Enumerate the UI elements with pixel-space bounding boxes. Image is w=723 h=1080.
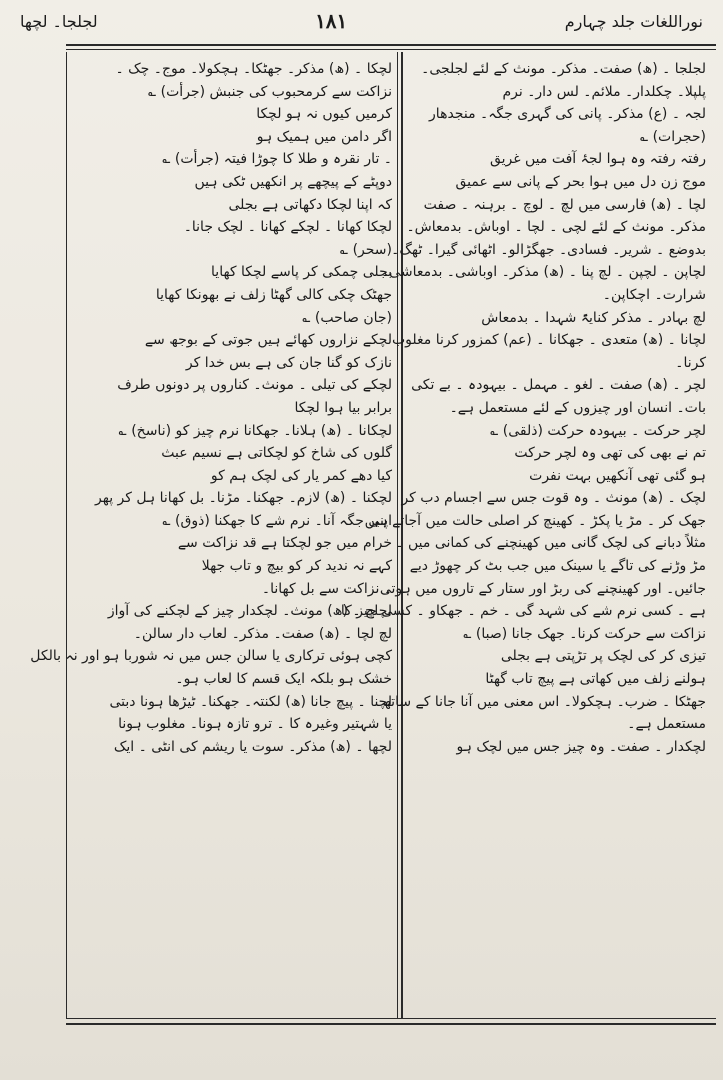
text-line: جھٹک چکی کالی گھٹا زلف نے بھونکا کھایا bbox=[155, 286, 392, 303]
text-line: لچکدار ۔ صفت۔ وہ چیز جس میں لچک ہو bbox=[456, 738, 706, 755]
text-line: بدوضع ۔ شریر۔ فسادی۔ جھگڑالو۔ اٹھائی گیرا۔ ٹھگ۔ bbox=[391, 241, 706, 258]
text-line: لچک ۔ (ھ) مونث ۔ وہ قوت جس سے اجسام دب کر bbox=[401, 490, 706, 507]
text-line: لچکا کھانا ۔ لچکے کھانا ۔ لچک جانا۔ bbox=[183, 219, 392, 236]
text-line: نزاکت سے کرمحبوب کی جنبش (جرأت) ؎ bbox=[148, 83, 392, 100]
text-line: لچنا ۔ پیچ جانا (ھ) لکنتہ۔ جھکنا۔ ٹیڑھا ہونا دبتی bbox=[109, 693, 392, 710]
text-line: نزاکت سے حرکت کرنا۔ جھک جانا (صبا) ؎ bbox=[463, 625, 706, 642]
text-line: لچکانا ۔ (ھ) ہلانا۔ جھکانا نرم چیز کو (ناسخ) ؎ bbox=[118, 422, 392, 439]
text-line: دوپٹے کے پیچھے پر انکھیں ٹکی ہیں bbox=[194, 173, 392, 190]
text-line: جھک کر ۔ مڑ یا پکڑ ۔ کھینچ کر اصلی حالت میں آجاتے ہیں bbox=[364, 512, 706, 529]
text-line: ہولنے زلف میں کھاتی ہے پیچ تاب گھٹا bbox=[485, 671, 706, 688]
text-line: لچر حرکت ۔ بیہودہ حرکت (ذلقی) ؎ bbox=[490, 422, 706, 439]
text-line: پلپلا۔ چکلدار۔ ملائم۔ لس دار۔ نرم bbox=[502, 83, 706, 100]
text-line: مثلاً دبانے کی لچک گانی میں کھینچنے کی کمانی میں ۔ bbox=[395, 535, 706, 552]
header-right-title: نوراللغات جلد چہارم bbox=[564, 11, 703, 31]
text-line: مذکر۔ مونث کے لئے لچی ۔ لچا ۔ اوباش۔ بدمعاش۔ bbox=[406, 219, 706, 236]
text-line: شرارت۔ اچکاپن۔ bbox=[602, 286, 706, 303]
text-line: موج زن دل میں ہوا بحر کے پانی سے عمیق bbox=[455, 173, 706, 190]
text-line: (سحر) ؎ bbox=[339, 241, 392, 258]
text-line: (جان صاحب) ؎ bbox=[302, 309, 392, 326]
text-line: لچ لچا ۔ (ھ) صفت۔ مذکر۔ لعاب دار سالن۔ bbox=[133, 625, 392, 642]
text-line: لچ بہادر ۔ مذکر کنایۃً شہدا ۔ بدمعاش bbox=[481, 309, 706, 326]
text-line: ۔ تار نقرہ و طلا کا چوڑا فیتہ (جرأت) ؎ bbox=[162, 151, 392, 168]
text-line: لچکے نزاروں کھائے ہیں جوتی کے بوجھ سے bbox=[144, 332, 392, 349]
text-line: لجلجا ۔ (ھ) صفت۔ مذکر۔ مونث کے لئے لجلجی۔ bbox=[421, 61, 706, 77]
text-line: بات۔ انسان اور چیزوں کے لئے مستعمل ہے۔ bbox=[449, 399, 706, 416]
text-line: (حجرات) ؎ bbox=[639, 128, 706, 145]
text-line: لچانا ۔ (ھ) متعدی ۔ جھکانا ۔ (عم) کمزور کرنا مغلوب bbox=[391, 332, 706, 349]
page-number: ۱۸۱ bbox=[315, 9, 348, 33]
text-line: خرام میں جو لچکتا ہے قد نزاکت سے bbox=[177, 535, 392, 552]
text-line: کیا دھے کمر یار کی لچک ہم کو bbox=[210, 467, 392, 484]
text-line: کرنا۔ bbox=[675, 354, 706, 371]
text-line: جائیں۔ اور کھینچنے کی ربڑ اور ستار کے تاروں میں ہوتی bbox=[379, 580, 706, 597]
left-border bbox=[66, 52, 67, 1018]
text-line: لچلچ ۔ (ھ) مونث۔ لچکدار چیز کے لچکنے کی آواز bbox=[107, 603, 392, 620]
text-line: اگر دامن میں ہمیک ہو bbox=[256, 128, 392, 145]
text-line: گلوں کی شاخ کو لچکاتی ہے نسیم عبث bbox=[161, 445, 392, 462]
top-rule-thin bbox=[66, 49, 716, 50]
text-line: تم نے بھی کی تھی وہ لچر حرکت bbox=[514, 445, 706, 462]
text-line: لچر ۔ (ھ) صفت ۔ لغو ۔ مہمل ۔ بیہودہ ۔ بے تکی bbox=[411, 377, 706, 394]
text-line: جھٹکا ۔ ضرب۔ ہچکولا۔ اس معنی میں آنا جانا کے ساتھ bbox=[382, 693, 706, 710]
text-line: کچی ہوئی ترکاری یا سالن جس میں نہ شوربا ہو اور نہ بالکل bbox=[30, 648, 392, 665]
text-line: لچا ۔ (ھ) فارسی میں لچ ۔ لوچ ۔ برہنہ ۔ صفت bbox=[423, 196, 706, 213]
text-line: تیزی کر کی لچک پر تڑپتی ہے بجلی bbox=[500, 648, 706, 665]
text-line: کرمیں کیوں نہ ہو لچکا bbox=[256, 106, 392, 123]
text-line: مڑ وڑنے کی تاگے یا سینک میں جب بٹ کر چھوڑ دیے bbox=[409, 558, 706, 575]
top-rule bbox=[66, 44, 716, 46]
text-line: رفتہ رفتہ وہ ہوا لجۂ آفت میں غریق bbox=[489, 151, 706, 168]
text-line: برابر بیا ہوا لچکا bbox=[294, 399, 392, 416]
left-column bbox=[30, 58, 392, 1013]
text-line: مستعمل ہے۔ bbox=[627, 716, 706, 733]
text-line: لجہ ۔ (ع) مذکر۔ پانی کی گہری جگہ۔ منجدھار bbox=[429, 106, 706, 123]
header-left-title: لجلجا۔ لچھا bbox=[20, 11, 98, 31]
text-line: کہے نہ ندید کر کو بیچ و تاب جھلا bbox=[201, 558, 392, 575]
bottom-rule bbox=[66, 1023, 716, 1025]
text-line: کہ اپنا لچکا دکھاتی ہے بجلی bbox=[228, 196, 392, 213]
text-line: خشک ہو بلکہ ایک قسم کا لعاب ہو۔ bbox=[175, 671, 392, 688]
page-header bbox=[20, 6, 703, 36]
text-line: لچکنا ۔ (ھ) لازم۔ جھکنا۔ مڑنا۔ بل کھانا ہل کر پھر bbox=[95, 490, 392, 507]
bottom-rule-thin bbox=[66, 1018, 716, 1019]
text-line: لچھا ۔ (ھ) مذکر۔ سوت یا ریشم کی انٹی ۔ ایک bbox=[113, 738, 392, 755]
text-line: نازک کو گنا جان کی ہے بس خدا کر bbox=[185, 354, 392, 371]
text-line: لچکے کی تیلی ۔ مونث۔ کناروں پر دونوں طرف bbox=[117, 377, 392, 394]
text-line: ہو گئی تھی آنکھیں بہت نفرت bbox=[529, 467, 706, 484]
text-line: یا شہتیر وغیرہ کا ۔ ترو تازہ ہونا۔ مغلوب ہونا bbox=[118, 716, 392, 733]
text-line: لچکا ۔ (ھ) مذکر۔ جھٹکا۔ ہچکولا۔ موج۔ چک ۔ bbox=[115, 61, 392, 77]
text-line: ہے ۔ کسی نرم شے کی شہد گی ۔ خم ۔ جھکاو ۔ کسی چیز کا bbox=[340, 603, 706, 620]
text-line: لچاپن ۔ لچپن ۔ لچ پنا ۔ (ھ) مذکر۔ اوباشی۔ بدمعاشی۔ bbox=[380, 264, 706, 281]
text-line: بجلی چمکی کر پاسے لچکا کھایا bbox=[211, 264, 392, 281]
text-line: ۔ نزاکت سے بل کھانا۔ bbox=[261, 580, 392, 597]
text-line: اپنی جگہ آنا۔ نرم شے کا جھکنا (ذوق) ؎ bbox=[162, 512, 392, 529]
